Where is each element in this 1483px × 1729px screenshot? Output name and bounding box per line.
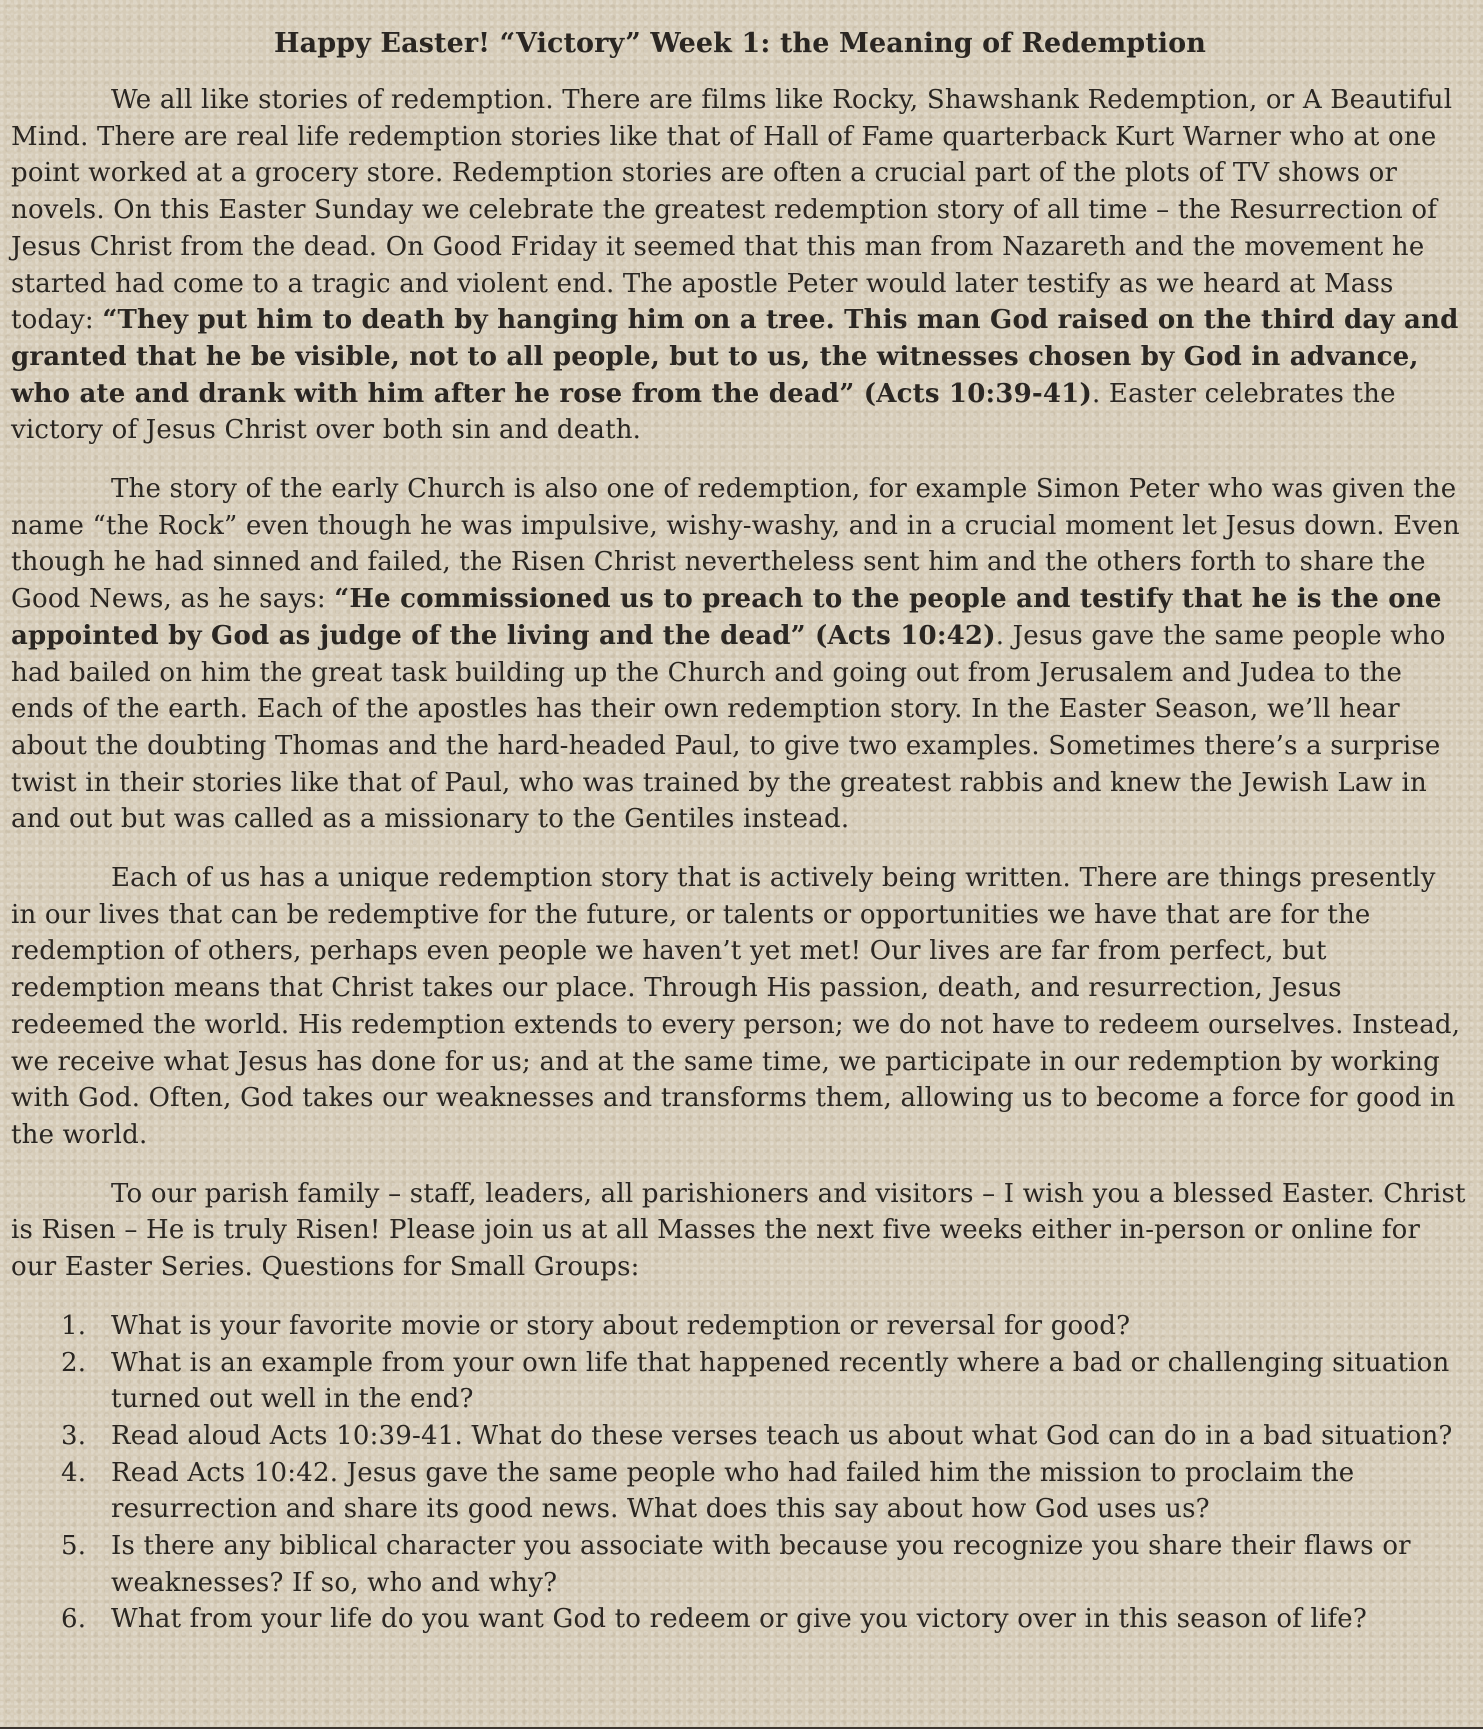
list-number: 5.	[61, 1531, 87, 1562]
paragraph-early-church	[11, 471, 1469, 838]
paragraph-text: The story of the early Church is also one of redemption, for example Simon Peter who was given the name “the Rock” even though he was impulsive, wishy-washy, and in a crucial moment let Jesus down. Even though he had sinned and failed, the Risen Christ nevertheless sent him and the others forth to share the Good News, as he says:	[11, 474, 1460, 615]
list-number: 2.	[61, 1347, 87, 1378]
paragraph-text: . Easter celebrates the victory of Jesus Christ over both sin and death.	[11, 378, 1396, 446]
list-item	[11, 1601, 1469, 1638]
question-text: What is an example from your own life that happened recently where a bad or challenging situation turned out well in the end?	[111, 1347, 1450, 1415]
paragraph-intro	[11, 82, 1469, 449]
list-number: 1.	[61, 1310, 87, 1341]
scripture-quote: “They put him to death by hanging him on a tree. This man God raised on the third day and granted that he be visible, not to all people, but to us, the witnesses chosen by God in advance, who ate and drank with him after he rose from the dead” (Acts 10:39-41)	[11, 305, 1459, 409]
paragraph-text: To our parish family – staff, leaders, all parishioners and visitors – I wish you a blessed Easter. Christ is Risen – He is truly Risen! Please join us at all Masses the next five weeks either in-person or online for our Easter Series. Questions for Small Groups:	[11, 1178, 1466, 1283]
list-number: 6.	[61, 1604, 87, 1635]
question-text: Is there any biblical character you associate with because you recognize you share their flaws or weaknesses? If so, who and why?	[111, 1531, 1411, 1598]
paragraph-text: . Jesus gave the same people who had bailed on him the great task building up the Church and going out from Jerusalem and Judea to the ends of the earth. Each of the apostles has their own redemption story. In the Easter Season, we’ll hear about the doubting Thomas and the hard-headed Paul, to give two examples. Sometimes there’s a surprise twist in their stories like that of Paul, who was trained by the greatest rabbis and knew the Jewish Law in and out but was called as a missionary to the Gentiles instead.	[11, 620, 1446, 835]
list-number: 4.	[61, 1457, 87, 1488]
list-item	[11, 1528, 1469, 1601]
paragraph-text: Each of us has a unique redemption story that is actively being written. There are things presently in our lives that can be redemptive for the future, or talents or opportunities we have that are for the redemption of others, perhaps even people we haven’t yet met! Our lives are far from perfect, but redemption means that Christ takes our place. Through His passion, death, and resurrection, Jesus redeemed the world. His redemption extends to every person; we do not have to redeem ourselves. Instead, we receive what Jesus has done for us; and at the same time, we participate in our redemption by working with God. Often, God takes our weaknesses and transforms them, allowing us to become a force for good in the world.	[11, 863, 1461, 1150]
scripture-quote: “He commissioned us to preach to the people and testify that he is the one appointed by God as judge of the living and the dead” (Acts 10:42)	[11, 584, 1442, 651]
page-title: Happy Easter! “Victory” Week 1: the Meaning of Redemption	[273, 28, 1206, 59]
question-text: What is your favorite movie or story about redemption or reversal for good?	[111, 1310, 1131, 1341]
list-item	[11, 1308, 1469, 1345]
list-item	[11, 1418, 1469, 1455]
question-text: Read aloud Acts 10:39-41. What do these verses teach us about what God can do in a bad situation?	[111, 1420, 1453, 1451]
paragraph-our-story	[11, 860, 1469, 1154]
small-group-questions	[11, 1308, 1469, 1638]
list-item	[11, 1455, 1469, 1528]
list-item	[11, 1345, 1469, 1418]
list-number: 3.	[61, 1420, 87, 1451]
paragraph-text: We all like stories of redemption. There are films like Rocky, Shawshank Redemption, or A Beautiful Mind. There are real life redemption stories like that of Hall of Fame quarterback Kurt Warner who at one point worked at a grocery store. Redemption stories are often a crucial part of the plots of TV shows or novels. On this Easter Sunday we celebrate the greatest redemption story of all time – the Resurrection of Jesus Christ from the dead. On Good Friday it seemed that this man from Nazareth and the movement he started had come to a tragic and violent end. The apostle Peter would later testify as we heard at Mass today:	[11, 85, 1453, 336]
question-text: What from your life do you want God to redeem or give you victory over in this season of life?	[111, 1604, 1368, 1635]
question-text: Read Acts 10:42. Jesus gave the same people who had failed him the mission to proclaim the resurrection and share its good news. What does this say about how God uses us?	[111, 1457, 1355, 1525]
paragraph-closing	[11, 1176, 1469, 1286]
